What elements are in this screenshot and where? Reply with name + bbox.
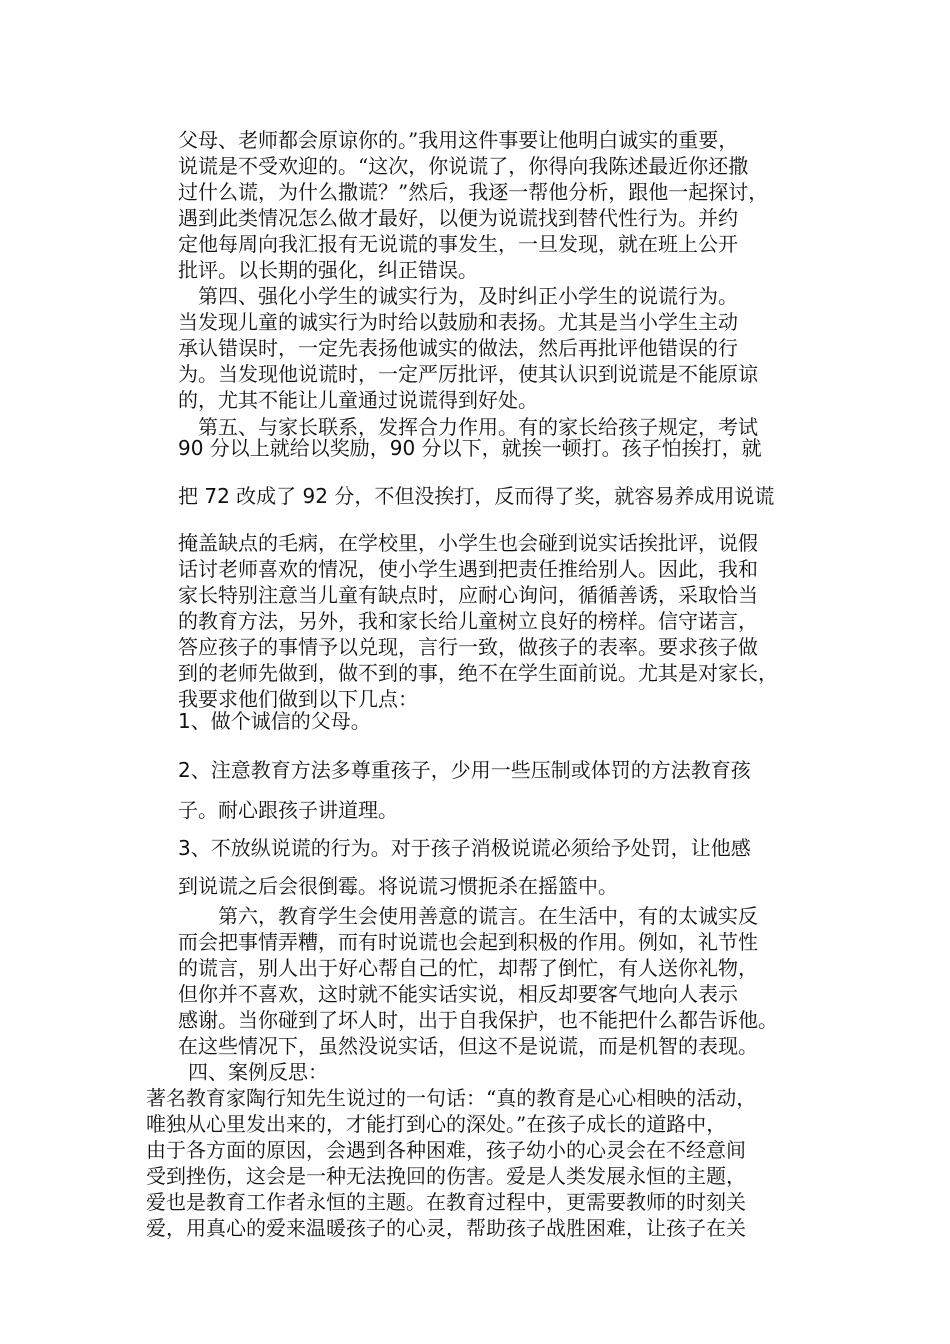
text-line: 说谎是不受欢迎的。“这次，你说谎了，你得向我陈述最近你还撒 <box>178 154 749 178</box>
text-line: 在这些情况下，虽然没说实话，但这不是说谎，而是机智的表现。 <box>178 1034 758 1058</box>
text-line: 90 分以上就给以奖励，90 分以下，就挨一顿打。孩子怕挨打，就 <box>178 436 762 460</box>
text-line: 爱，用真心的爱来温暖孩子的心灵，帮助孩子战胜困难，让孩子在关 <box>146 1216 746 1240</box>
text-line: 的，尤其不能让儿童通过说谎得到好处。 <box>178 388 538 412</box>
text-line: 批评。以长期的强化，纠正错误。 <box>178 258 478 282</box>
text-line: 家长特别注意当儿童有缺点时，应耐心询问，循循善诱，采取恰当 <box>178 583 758 607</box>
text-line: 到的老师先做到，做不到的事，绝不在学生面前说。尤其是对家长， <box>178 661 778 685</box>
text-line: 过什么谎，为什么撒谎？”然后，我逐一帮他分析，跟他一起探讨， <box>178 180 769 204</box>
list-item: 1、做个诚信的父母。 <box>178 709 371 733</box>
list-item: 3、不放纵说谎的行为。对于孩子消极说谎必须给予处罚，让他感 <box>178 836 751 860</box>
section-heading-6: 第六，教育学生会使用善意的谎言。在生活中，有的太诚实反 <box>178 904 758 928</box>
text-line: 著名教育家陶行知先生说过的一句话：“真的教育是心心相映的活动， <box>146 1086 757 1110</box>
text-line: 爱也是教育工作者永恒的主题。在教育过程中，更需要教师的时刻关 <box>146 1190 746 1214</box>
text-line: 但你并不喜欢，这时就不能实话实说，相反却要客气地向人表示 <box>178 982 738 1006</box>
text-line: 承认错误时，一定先表扬他诚实的做法，然后再批评他错误的行 <box>178 336 738 360</box>
text-line: 父母、老师都会原谅你的。”我用这件事要让他明白诚实的重要， <box>178 128 739 152</box>
text-line: 掩盖缺点的毛病，在学校里，小学生也会碰到说实话挨批评，说假 <box>178 531 758 555</box>
section-heading-4: 第四、强化小学生的诚实行为，及时纠正小学生的说谎行为。 <box>178 284 738 308</box>
text-line: 受到挫伤，这会是一种无法挽回的伤害。爱是人类发展永恒的主题， <box>146 1164 746 1188</box>
text-line: 感谢。当你碰到了坏人时，出于自我保护，也不能把什么都告诉他。 <box>178 1008 778 1032</box>
text-line: 当发现儿童的诚实行为时给以鼓励和表扬。尤其是当小学生主动 <box>178 310 738 334</box>
list-item: 2、注意教育方法多尊重孩子，少用一些压制或体罚的方法教育孩 <box>178 758 751 782</box>
text-line: 我要求他们做到以下几点： <box>178 687 418 711</box>
section-heading-reflection: 四、案例反思： <box>188 1060 328 1084</box>
text-line: 为。当发现他说谎时，一定严厉批评，使其认识到说谎是不能原谅 <box>178 362 758 386</box>
text-line: 由于各方面的原因，会遇到各种困难，孩子幼小的心灵会在不经意间 <box>146 1138 746 1162</box>
section-heading-5: 第五、与家长联系，发挥合力作用。有的家长给孩子规定，考试 <box>178 415 758 439</box>
text-line: 把 72 改成了 92 分，不但没挨打，反而得了奖，就容易养成用说谎 <box>178 484 775 508</box>
text-line: 遇到此类情况怎么做才最好，以便为说谎找到替代性行为。并约 <box>178 206 738 230</box>
text-line: 而会把事情弄糟，而有时说谎也会起到积极的作用。例如，礼节性 <box>178 930 758 954</box>
list-item-continued: 子。耐心跟孩子讲道理。 <box>178 798 398 822</box>
text-line: 答应孩子的事情予以兑现，言行一致，做孩子的表率。要求孩子做 <box>178 635 758 659</box>
text-line: 的谎言，别人出于好心帮自己的忙，却帮了倒忙，有人送你礼物， <box>178 956 758 980</box>
text-line: 唯独从心里发出来的，才能打到心的深处。”在孩子成长的道路中， <box>146 1112 727 1136</box>
text-line: 的教育方法，另外，我和家长给儿童树立良好的榜样。信守诺言， <box>178 609 758 633</box>
list-item-continued: 到说谎之后会很倒霉。将说谎习惯扼杀在摇篮中。 <box>178 874 618 898</box>
text-line: 话讨老师喜欢的情况，使小学生遇到把责任推给别人。因此，我和 <box>178 557 758 581</box>
text-line: 定他每周向我汇报有无说谎的事发生，一旦发现，就在班上公开 <box>178 232 738 256</box>
